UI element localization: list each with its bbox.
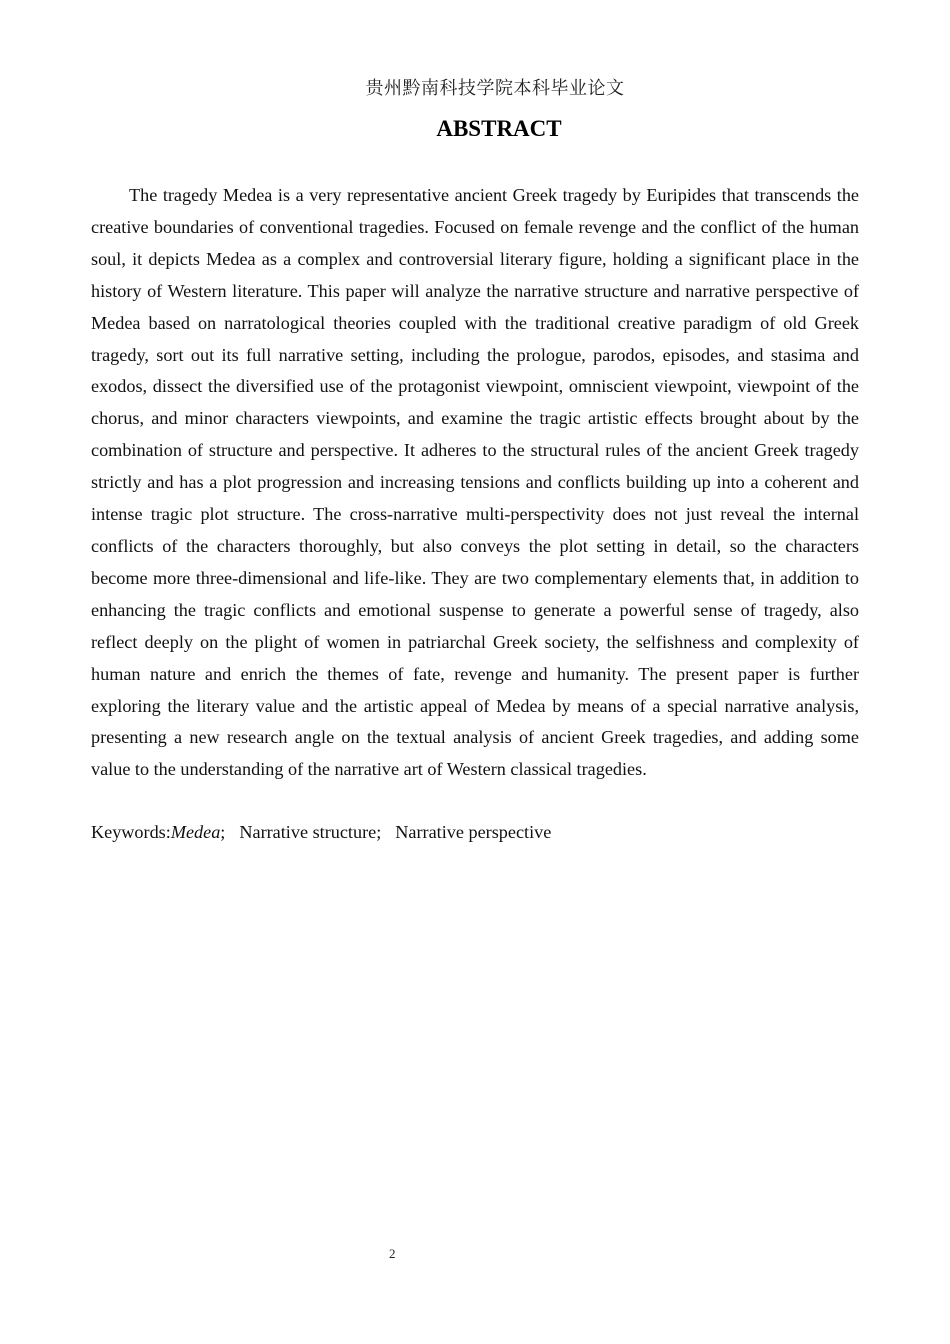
keyword-item: Medea [170, 822, 221, 842]
page-number: 2 [389, 1246, 396, 1261]
keywords-line [91, 817, 859, 847]
keyword-item: Narrative perspective [395, 822, 552, 842]
abstract-body: The tragedy Medea is a very representative ancient Greek tragedy by Euripides that transcends the creative boundaries of conventional tragedies. Focused on female revenge and the conflict of the human soul, it depicts Medea as a complex and controversial literary figure, holding a significant place in the history of Western literature. This paper will analyze the narrative structure and narrative perspective of Medea based on narratological theories coupled with the traditional creative paradigm of old Greek tragedy, sort out its full narrative setting, including the prologue, parodos, episodes, and stasima and exodos, dissect the diversified use of the protagonist viewpoint, omniscient viewpoint, viewpoint of the chorus, and minor characters viewpoints, and examine the tragic artistic effects brought about by the combination of structure and perspective. It adheres to the structural rules of the ancient Greek tragedy strictly and has a plot progression and increasing tensions and conflicts building up into a coherent and intense tragic plot structure. The cross-narrative multi-perspectivity does not just reveal the internal conflicts of the characters thoroughly, but also conveys the plot setting in detail, so the characters become more three-dimensional and life-like. They are two complementary elements that, in addition to enhancing the tragic conflicts and emotional suspense to generate a powerful sense of tragedy, also reflect deeply on the plight of women in patriarchal Greek society, the selfishness and complexity of human nature and enrich the themes of fate, revenge and humanity. The present paper is further exploring the literary value and the artistic appeal of Medea by means of a special narrative analysis, presenting a new research angle on the textual analysis of ancient Greek tragedies, and adding some value to the understanding of the narrative art of Western classical tragedies. [91, 185, 859, 780]
running-header: 贵州黔南科技学院本科毕业论文 [365, 78, 625, 98]
keyword-item: Narrative structure [239, 822, 377, 842]
keyword-separator: ; [220, 822, 226, 842]
keywords-label: Keywords: [91, 822, 171, 842]
keyword-separator: ; [376, 822, 382, 842]
abstract-title: ABSTRACT [436, 116, 562, 141]
